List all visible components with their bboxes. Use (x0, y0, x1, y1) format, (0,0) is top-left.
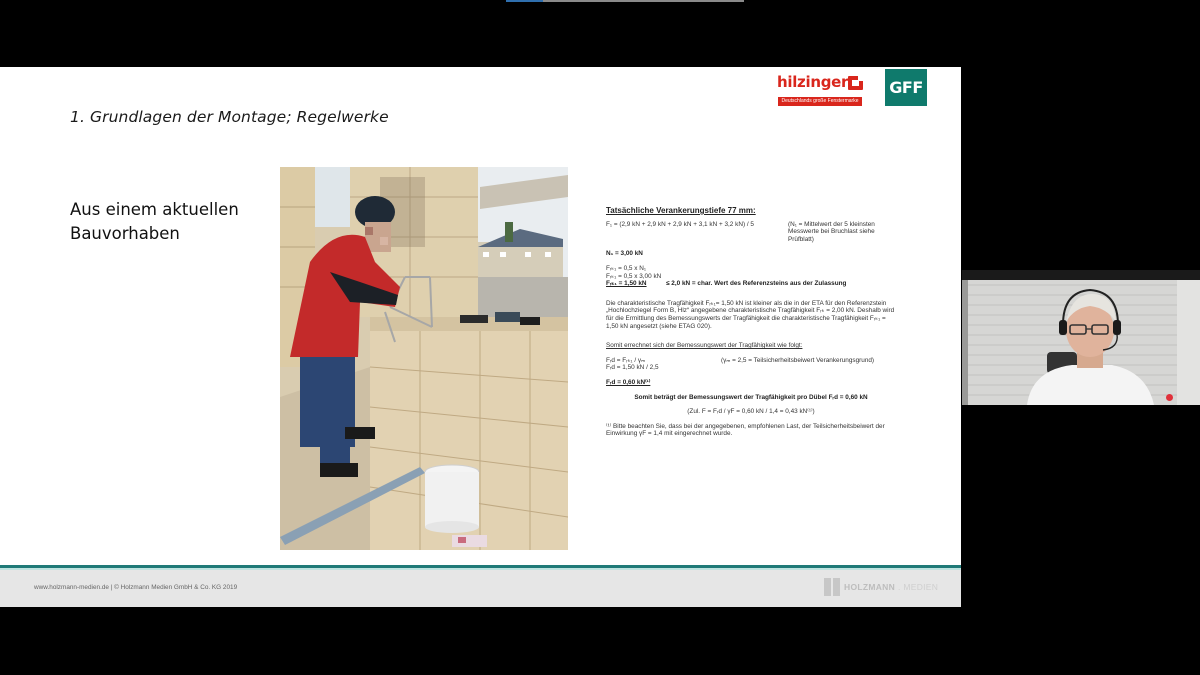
hilzinger-tagline: Deutschlands große Fenstermarke (778, 97, 862, 106)
frk-compare: ≤ 2,0 kN = char. Wert des Referenzsteins aus der Zulassung (666, 280, 847, 288)
slide-subtitle: Aus einem aktuellen Bauvorhaben (70, 200, 239, 243)
photo-icon (280, 167, 568, 550)
progress-fill (506, 0, 543, 2)
frd-result: Fᵣd = 0,60 kN⁽¹⁾ (606, 378, 651, 386)
conclusion: Somit beträgt der Bemessungswert der Tragfähigkeit pro Dübel Fᵣd = 0,60 kN (634, 393, 868, 401)
hilzinger-window-icon (848, 76, 863, 90)
technical-document-excerpt (606, 207, 896, 438)
doc-row-frk (606, 280, 896, 288)
n1-result: N₁ = 3,00 kN (606, 250, 643, 258)
presentation-slide (0, 67, 961, 607)
frk-result: Fᵣₖ₁ = 1,50 kN (606, 280, 647, 288)
doc-heading: Tatsächliche Verankerungstiefe 77 mm: (606, 206, 756, 215)
frd-values: Fᵣd = 1,50 kN / 2,5 (606, 364, 659, 372)
doc-row-frd (606, 357, 896, 365)
note-n1: (N₁ = Mittelwert der 5 kleinsten Messwerte bei Bruchlast siehe Prüfblatt) (788, 220, 875, 243)
slide-title: 1. Grundlagen der Montage; Regelwerke (70, 108, 389, 126)
holzmann-logo-sub: . MEDIEN (898, 582, 939, 592)
footnote: ⁽¹⁾ Bitte beachten Sie, dass bei der angegebenen, empfohlenen Last, der Teilsicherheitsbeiwert der Einwirkung γF = 1,4 mit eingerechnet wurde. (606, 422, 885, 438)
doc-row-f1 (606, 221, 896, 244)
gamma-note: (γₘ = 2,5 = Teilsicherheitsbeiwert Verankerungsgrund) (721, 356, 875, 364)
presenter-video-icon (962, 270, 1200, 405)
allowed-load: (Zul. F = Fᵣd / γF = 0,60 kN / 1,4 = 0,43 kN⁽¹⁾) (687, 408, 815, 416)
holzmann-bars-icon (824, 578, 840, 596)
footer-copyright: www.holzmann-medien.de | © Holzmann Medien GmbH & Co. KG 2019 (34, 584, 238, 591)
gff-logo: GFF (885, 69, 927, 106)
frk-line-2: Fᵣₖ₁ = 0,5 x 3,00 kN (606, 272, 662, 280)
holzmann-medien-logo (824, 578, 938, 596)
formula-f1: F₁ = (2,9 kN + 2,9 kN + 2,9 kN + 3,1 kN + 3,2 kN) / 5 (606, 220, 754, 228)
slide-footer (0, 570, 961, 607)
presentation-progress-bar[interactable] (506, 0, 744, 2)
hilzinger-wordmark: hilzinger (777, 73, 849, 91)
presenter-webcam[interactable] (962, 270, 1200, 405)
construction-photo (280, 167, 568, 550)
hilzinger-logo (777, 73, 863, 109)
calc-intro: Somit errechnet sich der Bemessungswert der Tragfähigkeit wie folgt: (606, 342, 803, 350)
frd-formula: Fᵣd = Fᵣₖ₁ / γₘ (606, 356, 646, 364)
holzmann-logo-name: HOLZMANN (844, 582, 896, 592)
explanation-paragraph: Die charakteristische Tragfähigkeit Fᵣₖ₁= 1,50 kN ist kleiner als die in der ETA für den Referenzstein „Hochlochziegel Form B, Hlz“ angegebene charakteristische Tragfähigkeit Fᵣₖ = 2,00 kN. Deshalb wird für die Ermittlung des Bemessungswerts der Tragfähigkeit die charakteristische Tragfähigkeit Fᵣₖ₁ = 1,50 kN angesetzt (siehe ETAG 020). (606, 299, 895, 330)
recording-indicator-icon (1166, 394, 1173, 401)
frk-line-1: Fᵣₖ₁ = 0,5 x N₁ (606, 264, 646, 272)
